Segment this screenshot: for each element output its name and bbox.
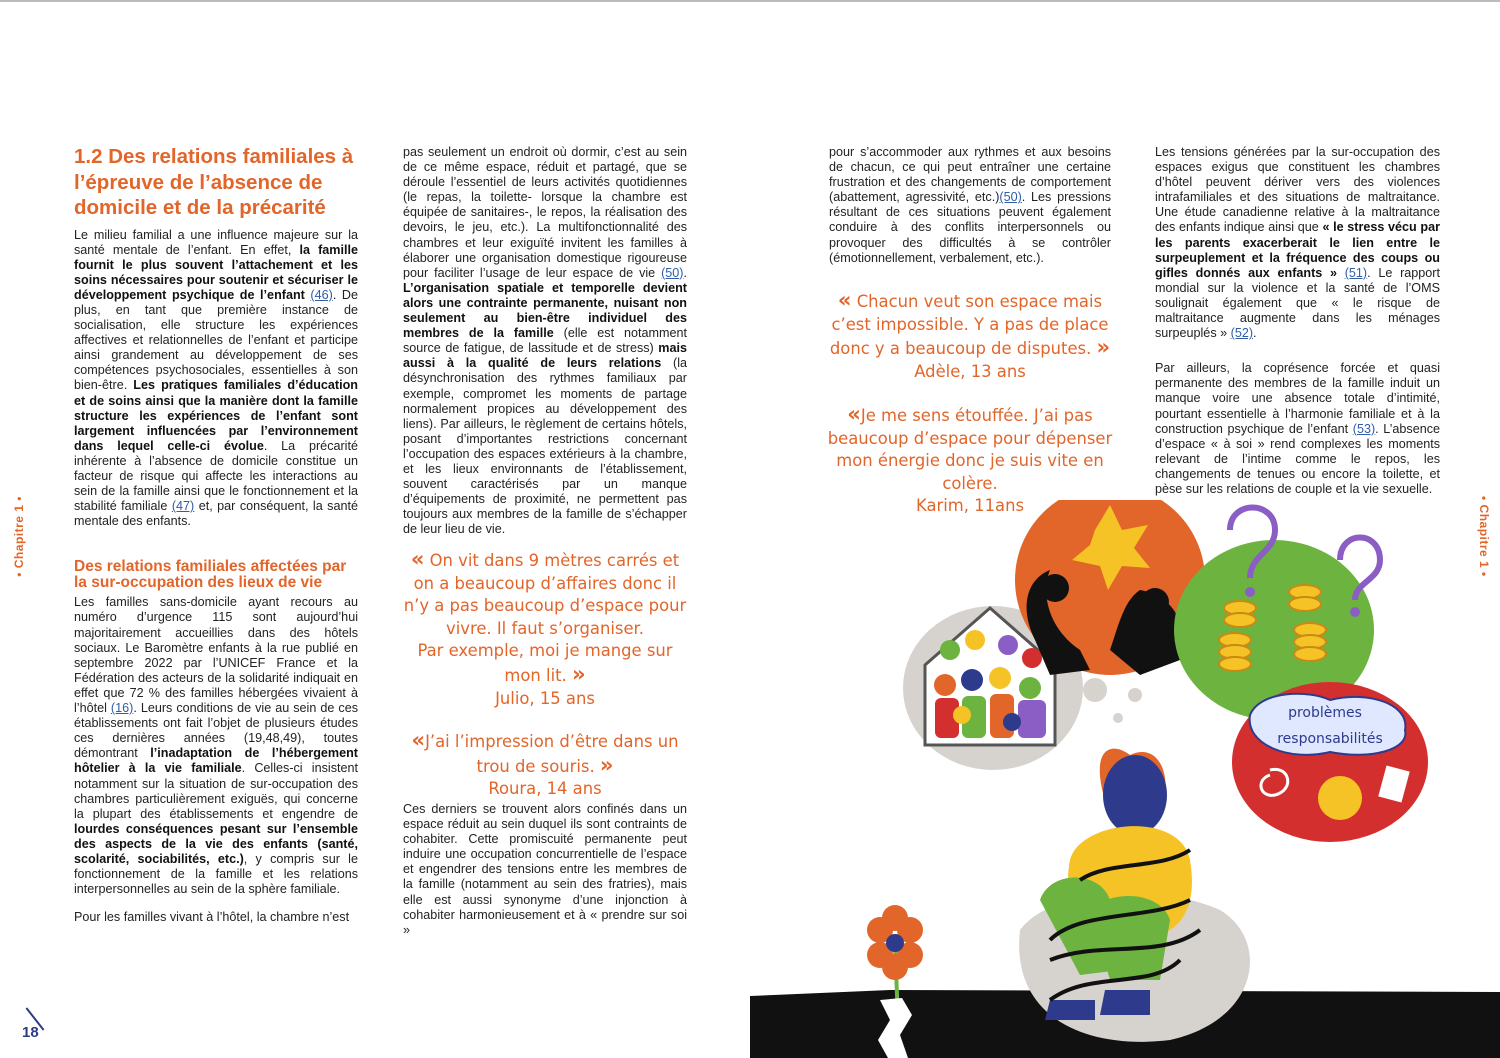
- reference-link[interactable]: (46): [310, 287, 333, 302]
- chapter-side-label-right: • Chapitre 1 •: [1477, 496, 1491, 577]
- paragraph: Les tensions générées par la sur-occupation des espaces exigus que constituent les chambres d’hôtel peuvent dériver vers des violences intrafamiliales et des situations de maltraitance. Une étude canadienne relative à la maltraitance des enfants indique ainsi que « le stress vécu par les parents exacerberait le lien entre le surpeuplement et la fréquence des coups ou gifles donnés aux enfants » (51). Le rapport mondial sur la violence et la santé de l’OMS soulignait également que « le risque de maltraitance augmente dans les ménages surpeuplés » (52).: [1155, 145, 1441, 341]
- chapter-side-label-left: • Chapitre 1 •: [12, 496, 26, 577]
- reference-link[interactable]: (52): [1230, 326, 1254, 341]
- top-rule: [0, 0, 1500, 2]
- quote-author: Adèle, 13 ans: [914, 361, 1026, 381]
- page-number: 18: [22, 1024, 39, 1041]
- quote-author: Julio, 15 ans: [495, 688, 595, 708]
- reference-link[interactable]: (50): [999, 190, 1022, 205]
- column-4: [1155, 145, 1440, 510]
- column-2: [403, 145, 687, 550]
- thought-dot: [1128, 688, 1142, 702]
- close-quote-mark: »: [1096, 335, 1111, 360]
- open-quote-mark: «: [847, 402, 861, 426]
- paragraph: Les familles sans-domicile ayant recours au numéro d’urgence 115 sont aujourd’hui majoritairement accueillies dans des hôtels sociaux. Le Baromètre enfants à la rue publié en septembre 2022 par l’UNICEF France et la Fédération des acteurs de la solidarité indiquait en effet que 72 % des familles hébergées vivaient à l’hôtel (16). Leurs conditions de vie au sein de ces établissements ont fait l’objet de plusieurs études ces dernières années (19,48,49), toutes démontrant l’inadaptation de l’hébergement hôtelier à la vie familiale. Celles-ci insistent notamment sur la situation de sur-occupation des chambres particulièrement exiguës, qui concerne la plupart des établissements et engendre de lourdes conséquences pesant sur l’ensemble des aspects de la vie des enfants (santé, scolarité, sociabilités, etc.), y compris sur le fonctionnement de la famille et les relations interpersonnelles au sein de la sphère familiale.: [74, 595, 358, 897]
- column-1: [74, 144, 358, 938]
- close-quote-mark: »: [571, 661, 586, 686]
- quote-roura: «J’ai l’impression d’être dans un trou de souris. » Roura, 14 ans: [395, 729, 695, 801]
- quote-author: Roura, 14 ans: [488, 779, 602, 799]
- quote-adele: « Chacun veut son espace mais c’est impossible. Y a pas de place donc y a beaucoup de disputes. » Adèle, 13 ans: [820, 289, 1120, 383]
- reference-link[interactable]: (53): [1352, 421, 1376, 436]
- reference-link[interactable]: (50): [661, 265, 684, 280]
- thought-dot: [1113, 713, 1123, 723]
- reference-link[interactable]: (51): [1344, 265, 1368, 280]
- paragraph: pas seulement un endroit où dormir, c’est au sein de ce même espace, réduit et partagé, que se déroule l’essentiel de leurs activités quotidiennes (le repas, la toilette- lorsque la chambre est équipée de sanitaires-, le repos, la réalisation des devoirs, le jeu, etc.). La multifonctionnalité des chambres et leur exiguïté invitent les familles à élaborer une organisation domestique rigoureuse pour faciliter l’usage de leur espace de vie (50). L’organisation spatiale et temporelle devient alors une contrainte permanente, nuisant non seulement au bien-être individuel des membres de la famille (elle est notamment source de fatigue, de lassitude et de stress) mais aussi à la qualité de leurs relations (la désynchronisation des rythmes familiaux par exemple, compromet les moments de partage normalement propices au développement des liens). Par ailleurs, le règlement de certains hôtels, posant d’importantes restrictions concernant l’occupation des espaces extérieurs à la chambre, et les lieux environnants de l’établissement, souvent caractérisés par un manque d’équipements de proximité, ne permettent pas toujours aux membres de la famille de s’échapper de leur lieu de vie.: [403, 145, 688, 537]
- reference-link[interactable]: (16): [110, 701, 134, 716]
- section-title: 1.2 Des relations familiales à l’épreuve de l’absence de domicile et de la précarité: [74, 145, 354, 219]
- paragraph: Ces derniers se trouvent alors confinés dans un espace réduit au sein duquel ils sont contraints de cohabiter. Cette promiscuité permanente peut induire une occupation concurrentielle de l’espace et engendrer des tensions entre les membres de la famille (notamment au sein des fratries), mais elle est aussi synonyme d’une injonction à cohabiter harmonieusement et à « prendre sur soi »: [403, 802, 687, 937]
- open-quote-mark: «: [410, 547, 425, 571]
- thought-dot: [1083, 678, 1107, 702]
- illustration-child-tangled: [750, 500, 1500, 1058]
- open-quote-mark: «: [411, 728, 426, 752]
- reference-link[interactable]: (47): [171, 499, 195, 514]
- bubble-word: problèmes: [1288, 705, 1362, 721]
- subsection-title: Des relations familiales affectées par la sur-occupation des lieux de vie: [74, 558, 347, 591]
- column-2-bottom: [403, 802, 687, 951]
- paragraph: Le milieu familial a une influence majeure sur la santé mentale de l’enfant. En effet, la famille fournit le plus souvent l’attachement et les soins nécessaires pour soutenir et sécuriser le développement psychique de l’enfant (46). De plus, en tant que première instance de socialisation, elle structure les expériences affectives et relationnelles de l’enfant et participe ainsi grandement au développement de ses compétences psychosociales, essentielles à son bien-être. Les pratiques familiales d’éducation et de soins ainsi que la manière dont la famille structure les expériences de l’enfant sont largement influencées par l’environnement dans lequel celle-ci évolue. La précarité inhérente à l’absence de domicile constitue un facteur de risque qui affecte les interactions au sein de la famille ainsi que le fonctionnement et la stabilité familiale (47) et, par conséquent, la santé mentale des enfants.: [74, 227, 358, 529]
- close-quote-mark: »: [599, 752, 614, 777]
- open-quote-mark: «: [837, 288, 852, 312]
- paragraph: Par ailleurs, la coprésence forcée et quasi permanente des membres de la famille induit un manque voire une absence totale d’intimité, pourtant essentielle à l’harmonie familiale et à la construction psychique de l’enfant (53). L’absence d’espace « à soi » rend complexes les moments relevant de l’intime comme le repos, les changements de tenues ou encore la toilette, et pèse sur les relations de couple et la vie sexuelle.: [1155, 361, 1441, 496]
- worries-bubble: [1232, 682, 1428, 842]
- paragraph: pour s’accommoder aux rythmes et aux besoins de chacun, ce qui peut entraîner une certaine frustration et des changements de comportement (abattement, agressivité, etc.)(50). Les pressions résultant de ces situations peuvent également conduire à des conflits interpersonnels ou provoquer des difficultés à se contrôler (émotionnellement, verbalement, etc.).: [829, 145, 1111, 265]
- paragraph: Pour les familles vivant à l’hôtel, la chambre n’est: [74, 910, 350, 925]
- bubble-word: responsabilités: [1277, 731, 1383, 747]
- column-3: [829, 145, 1111, 279]
- quote-karim: «Je me sens étouffée. J’ai pas beaucoup d’espace pour dépenser mon énergie donc je suis vite en colère. Karim, 11ans: [820, 403, 1120, 518]
- quote-author: Karim, 11ans: [915, 496, 1024, 516]
- quote-julio: « On vit dans 9 mètres carrés et on a beaucoup d’affaires donc il n’y a pas beaucoup d’espace pour vivre. Il faut s’organiser. Par exemple, moi je mange sur mon lit. » Julio, 15 ans: [395, 548, 695, 710]
